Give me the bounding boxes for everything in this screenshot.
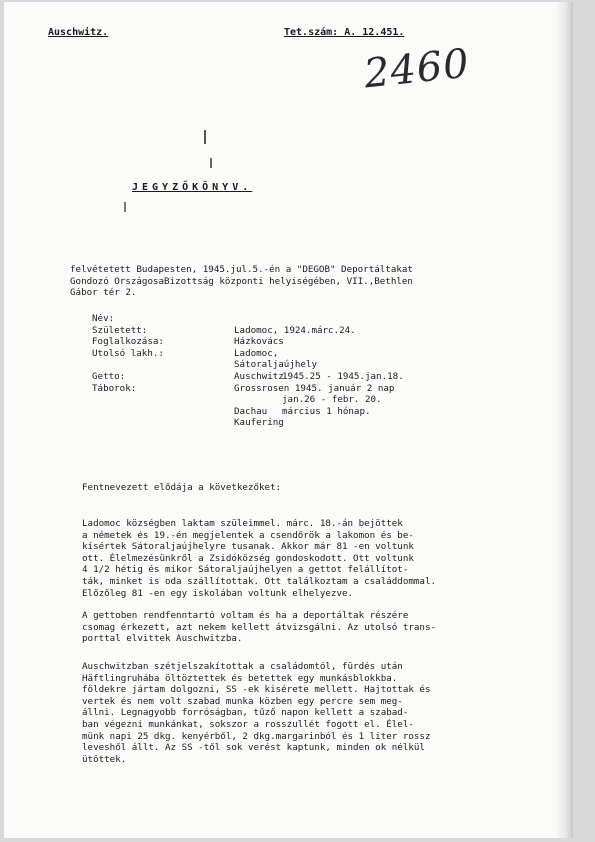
field-value: Grossrosen 1945. január 2 nap (234, 382, 395, 394)
paragraph-ladomoc (82, 518, 552, 599)
field-label: Táborok: (92, 382, 137, 394)
intro-line: Gábor tér 2. (70, 287, 137, 299)
field-label: Utolsó lakh.: (92, 347, 164, 359)
para-line: Fentnevezett elődája a következőket: (82, 482, 282, 493)
field-label: Név: (92, 313, 115, 324)
paragraph-ghetto (82, 610, 552, 645)
document-page (4, 2, 573, 838)
para-line: leveshől állt. Az SS -től sok verést kaptunk, minden ok nélkül (82, 742, 425, 754)
pencil-mark (124, 202, 126, 212)
field-value: Ladomoc, (234, 347, 279, 359)
field-value: Kaufering (234, 417, 284, 429)
para-line: állni. Legnagyobb forróságban, tűző napon kellett a szabad- (82, 707, 409, 719)
lead-in-line (82, 482, 552, 494)
pencil-mark (204, 130, 206, 144)
field-value: Ladomoc, 1924.márc.24. (234, 324, 356, 336)
page-edge-shadow (555, 2, 573, 838)
para-line: ták, minket is oda szállítottak. Ott találkoztam a családdommal. (82, 575, 437, 587)
field-value: Auschwitz (234, 370, 284, 382)
para-line: münk napi 25 dkg. kenyérből, 2 dkg.margarinból és 1 liter rossz (82, 730, 431, 742)
para-line: Ladomoc községben laktam szüleimmel. márc. 18.-án bejöttek (82, 518, 403, 529)
field-value: Házkovács (234, 336, 284, 348)
para-line: vertek és nem volt szabad munka közben egy percre sem meg- (82, 695, 403, 707)
paragraph-auschwitz (82, 661, 552, 765)
pencil-mark (210, 158, 212, 168)
para-line: ütöttek. (82, 753, 127, 765)
para-line: Auschwitzban szétjelszakítottak a családomtól, fürdés után (82, 661, 403, 672)
para-line: Előzőleg 81 -en egy iskolában voltunk elhelyezve. (82, 587, 354, 599)
field-value: Sátoraljaújhely (234, 359, 317, 371)
header-file-number: Tet.szám: A. 12.451. (284, 27, 405, 38)
handwritten-number: 2460 (361, 40, 472, 98)
para-line: csomag érkezett, azt nekem kellett átvizsgálni. Az utolsó trans- (82, 621, 437, 633)
field-extra: jan.26 - febr. 20. (282, 394, 382, 406)
para-line: ott. Élelmezésünkről a Zsidóközség gondoskodott. Ott voltunk (82, 552, 414, 564)
para-line: Häftlingruhába öltöztettek és betettek egy munkásblokkba. (82, 672, 398, 684)
para-line: 4 1/2 hétig és mikor Sátoraljaújhelyen a gettot felállítot- (82, 564, 409, 576)
para-line: ban végezni munkánkat, sokszor a rosszullét fogott el. Élel- (82, 718, 414, 730)
field-extra: 1945.25 - 1945.jan.18. (282, 370, 404, 382)
header-place: Auschwitz. (48, 27, 109, 38)
field-label: Getto: (92, 370, 126, 382)
intro-text (70, 264, 530, 299)
para-line: A gettoben rendfenntartó voltam és ha a deportáltak részére (82, 610, 409, 621)
intro-line: felvétetett Budapesten, 1945.jul.5.-én a "DEGOB" Deportáltakat (70, 264, 413, 275)
field-value: Dachau (234, 405, 268, 417)
field-extra: március 1 hónap. (282, 405, 371, 417)
field-label: Foglalkozása: (92, 336, 164, 348)
document-title: JEGYZŐKÖNYV. (132, 182, 253, 193)
para-line: kísértek Sátoraljaújhelyre tusanak. Akkor már 81 -en voltunk (82, 541, 414, 553)
para-line: földekre jártam dolgozni, SS -ek kisérete mellett. Hajtottak és (82, 684, 431, 696)
intro-line: Gondozó OrszágosaBizottság központi helyiségében, VII.,Bethlen (70, 275, 413, 287)
para-line: a németek és 19.-én megjelentek a csendőrök a lakomon és be- (82, 529, 414, 541)
para-line: porttal elvittek Auschwitzba. (82, 633, 243, 645)
field-label: Született: (92, 324, 148, 336)
